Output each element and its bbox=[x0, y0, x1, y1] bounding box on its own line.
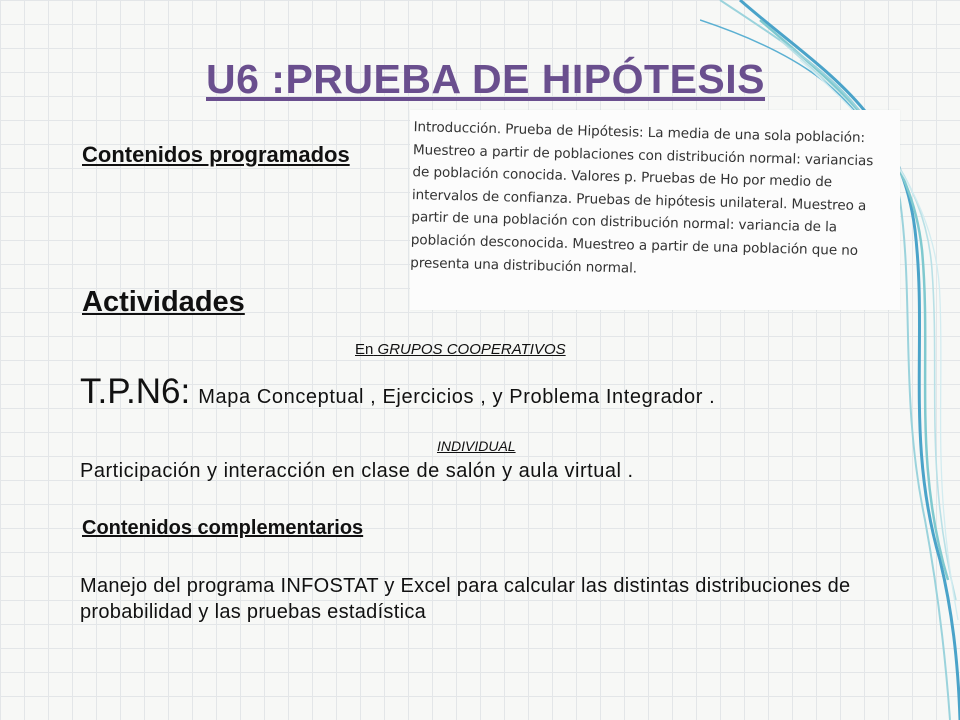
scanned-contents-text: Introducción. Prueba de Hipótesis: La media de una sola población: Muestreo a partir de poblaciones con distribución normal: variancias de población conocida. Valores p. Pruebas de Ho por medio de intervalos de confianza. Pruebas de hipótesis unilateral. Muestreo a partir de una población con distribución normal: variancia de la población desconocida. Muestreo a partir de una población que no presenta una distribución normal. bbox=[410, 119, 874, 277]
page-title: U6 :PRUEBA DE HIPÓTESIS bbox=[206, 56, 766, 102]
grupos-text: GRUPOS COOPERATIVOS bbox=[377, 341, 566, 358]
tp-label: T.P.N6: bbox=[80, 372, 191, 411]
tp-line bbox=[80, 372, 715, 412]
grupos-prefix: En bbox=[355, 341, 374, 358]
contenidos-programados-heading: Contenidos programados bbox=[82, 142, 350, 167]
actividades-heading: Actividades bbox=[82, 286, 245, 318]
tp-description: Mapa Conceptual , Ejercicios , y Problema Integrador . bbox=[198, 386, 716, 408]
scanned-contents-image bbox=[410, 110, 900, 310]
participacion-text: Participación y interacción en clase de salón y aula virtual . bbox=[80, 460, 634, 482]
grupos-cooperativos-label bbox=[355, 341, 566, 358]
individual-label: INDIVIDUAL bbox=[437, 438, 516, 454]
complementarios-text: Manejo del programa INFOSTAT y Excel para calcular las distintas distribuciones de probabilidad y las pruebas estadística bbox=[80, 575, 851, 623]
contenidos-complementarios-heading: Contenidos complementarios bbox=[82, 517, 364, 539]
